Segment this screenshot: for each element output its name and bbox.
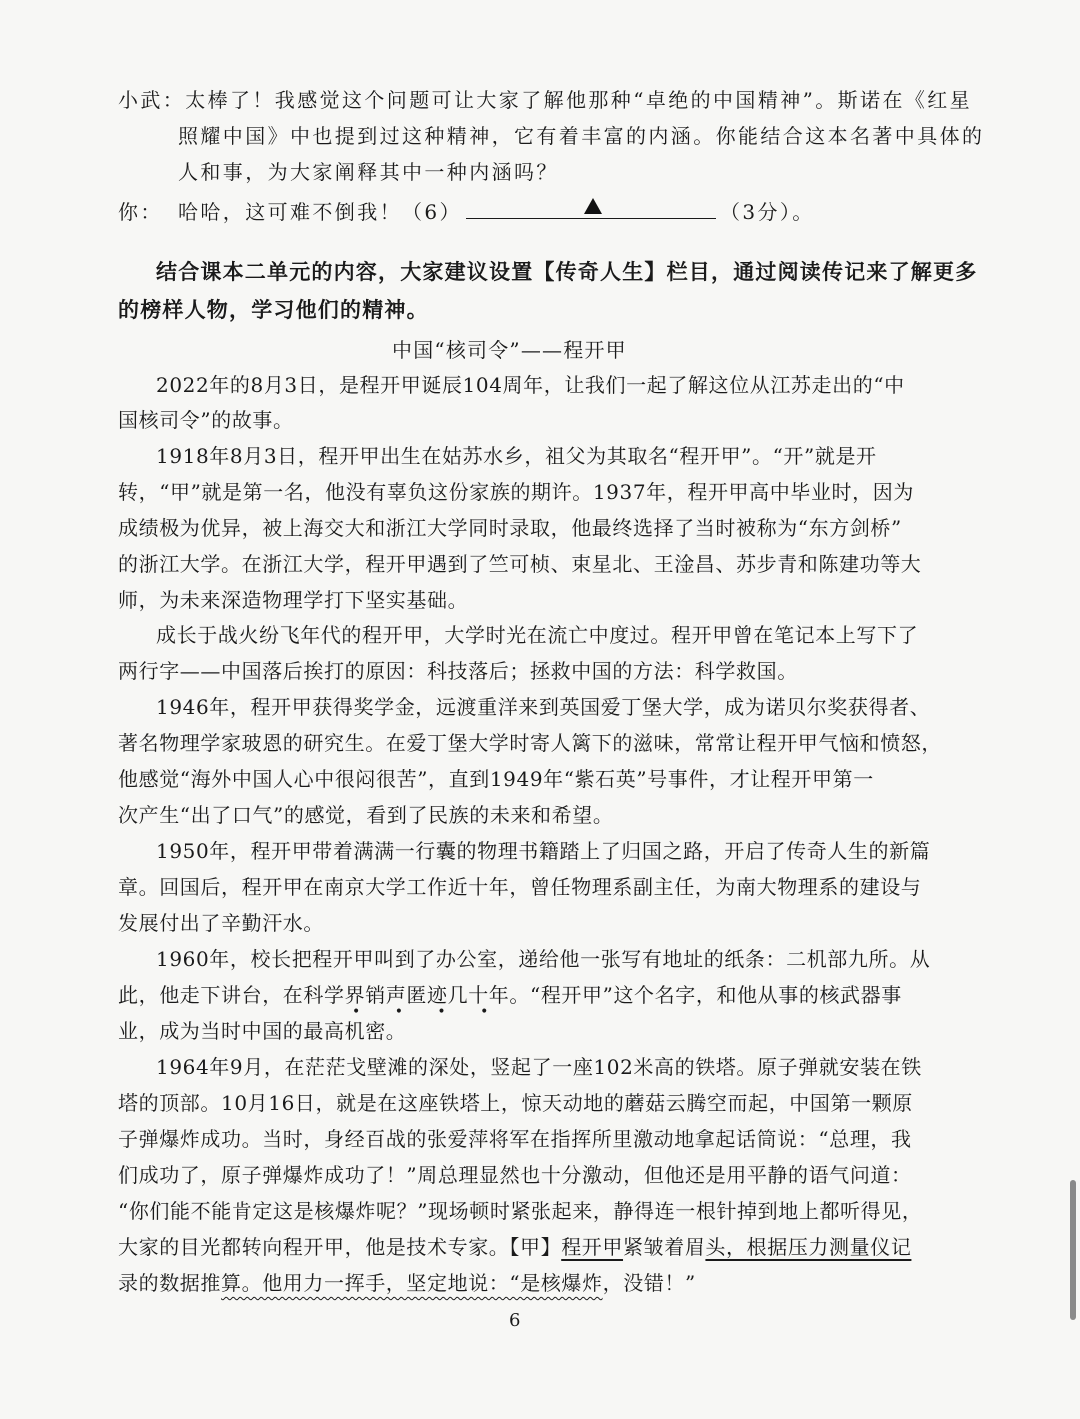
article-line: 转，“甲”就是第一名，他没有辜负这份家族的期许。1937年，程开甲高中毕业时，因为 <box>118 480 914 504</box>
article-line: 1950年，程开甲带着满满一行囊的物理书籍踏上了归国之路，开启了传奇人生的新篇 <box>156 839 931 863</box>
intro-line-2: 的榜样人物，学习他们的精神。 <box>118 298 429 322</box>
dialog-you-line <box>118 196 815 224</box>
text-segment: 紧皱着眉 <box>623 1235 706 1259</box>
you-text: 哈哈，这可难不倒我！（6） <box>178 200 462 224</box>
article-line: 成绩极为优异，被上海交大和浙江大学同时录取，他最终选择了当时被称为“东方剑桥” <box>118 516 902 540</box>
article-line: 1960年，校长把程开甲叫到了办公室，递给他一张写有地址的纸条：二机部九所。从 <box>156 947 931 971</box>
page-number: 6 <box>509 1310 521 1331</box>
dialog-xiaowu-line-2: 照耀中国》中也提到过这种精神，它有着丰富的内涵。你能结合这本名著中具体的 <box>178 124 985 148</box>
article-line: 业，成为当时中国的最高机密。 <box>118 1019 407 1043</box>
article-line: 发展付出了辛勤汗水。 <box>118 911 324 935</box>
article-line: 塔的顶部。10月16日，就是在这座铁塔上，惊天动地的蘑菇云腾空而起，中国第一颗原 <box>118 1091 913 1115</box>
text-segment: 大家的目光都转向程开甲，他是技术专家。【甲】 <box>118 1235 562 1259</box>
xiaowu-text-1: 太棒了！我感觉这个问题可让大家了解他那种“卓绝的中国精神”。斯诺在《红星 <box>185 88 973 112</box>
article-line: 的浙江大学。在浙江大学，程开甲遇到了竺可桢、束星北、王淦昌、苏步青和陈建功等大 <box>118 552 922 576</box>
article-line: 国核司令”的故事。 <box>118 408 294 432</box>
article-line: 1946年，程开甲获得奖学金，远渡重洋来到英国爱丁堡大学，成为诺贝尔奖获得者、 <box>156 695 931 719</box>
dialog-xiaowu-line-1 <box>118 88 972 112</box>
article-line: 此，他走下讲台，在科学界销声匿迹几十年。“程开甲”这个名字，和他从事的核武器事 <box>118 983 902 1007</box>
dialog-xiaowu-line-3: 人和事，为大家阐释其中一种内涵吗？ <box>178 160 559 184</box>
article-line: 子弹爆炸成功。当时，身经百战的张爱萍将军在指挥所里激动地拿起话筒说：“总理，我 <box>118 1127 912 1151</box>
article-line: “你们能不能肯定这是核爆炸呢？”现场顿时紧张起来，静得连一根针掉到地上都听得见， <box>118 1199 923 1223</box>
underlined-segment: 头，根据压力测量仪记 <box>705 1235 912 1259</box>
speaker-you: 你： <box>118 200 163 224</box>
article-line-marked-b <box>118 1271 696 1295</box>
article-title: 中国“核司令”——程开甲 <box>392 338 627 362</box>
answer-blank[interactable] <box>466 196 716 219</box>
article-line: 成长于战火纷飞年代的程开甲，大学时光在流亡中度过。程开甲曾在笔记本上写下了 <box>156 623 919 647</box>
article-line: 次产生“出了口气”的感觉，看到了民族的未来和希望。 <box>118 803 614 827</box>
article-line: 2022年的8月3日，是程开甲诞辰104周年，让我们一起了解这位从江苏走出的“中 <box>156 373 905 397</box>
underlined-segment: 算。他用力一挥手，坚定地说：“是核爆炸 <box>221 1271 603 1295</box>
article-line: 著名物理学家玻恩的研究生。在爱丁堡大学时寄人篱下的滋味，常常让程开甲气恼和愤怒， <box>118 731 942 755</box>
article-line: 师，为未来深造物理学打下坚实基础。 <box>118 588 469 612</box>
emphasis-dots: • • • • <box>352 1004 504 1020</box>
article-line-marked-a <box>118 1235 911 1259</box>
article-line: 章。回国后，程开甲在南京大学工作近十年，曾任物理系副主任，为南大物理系的建设与 <box>118 875 922 899</box>
score-label: （3分）。 <box>719 200 815 224</box>
speaker-xiaowu: 小武： <box>118 88 186 112</box>
scrollbar[interactable] <box>1070 1180 1076 1320</box>
article-line: 他感觉“海外中国人心中很闷很苦”，直到1949年“紫石英”号事件，才让程开甲第一 <box>118 767 874 791</box>
text-segment: ，没错！” <box>602 1271 696 1295</box>
article-line: 们成功了，原子弹爆炸成功了！”周总理显然也十分激动，但他还是用平静的语气问道： <box>118 1163 912 1187</box>
underlined-segment: 程开甲 <box>561 1235 624 1259</box>
article-line: 1918年8月3日，程开甲出生在姑苏水乡，祖父为其取名“程开甲”。“开”就是开 <box>156 444 877 468</box>
text-segment: 录的数据推 <box>118 1271 221 1295</box>
article-line: 1964年9月，在茫茫戈壁滩的深处，竖起了一座102米高的铁塔。原子弹就安装在铁 <box>156 1055 922 1079</box>
intro-line-1: 结合课本二单元的内容，大家建议设置【传奇人生】栏目，通过阅读传记来了解更多 <box>156 260 978 284</box>
triangle-icon <box>584 198 602 214</box>
article-line: 两行字——中国落后挨打的原因：科技落后；拯救中国的方法：科学救国。 <box>118 659 798 683</box>
